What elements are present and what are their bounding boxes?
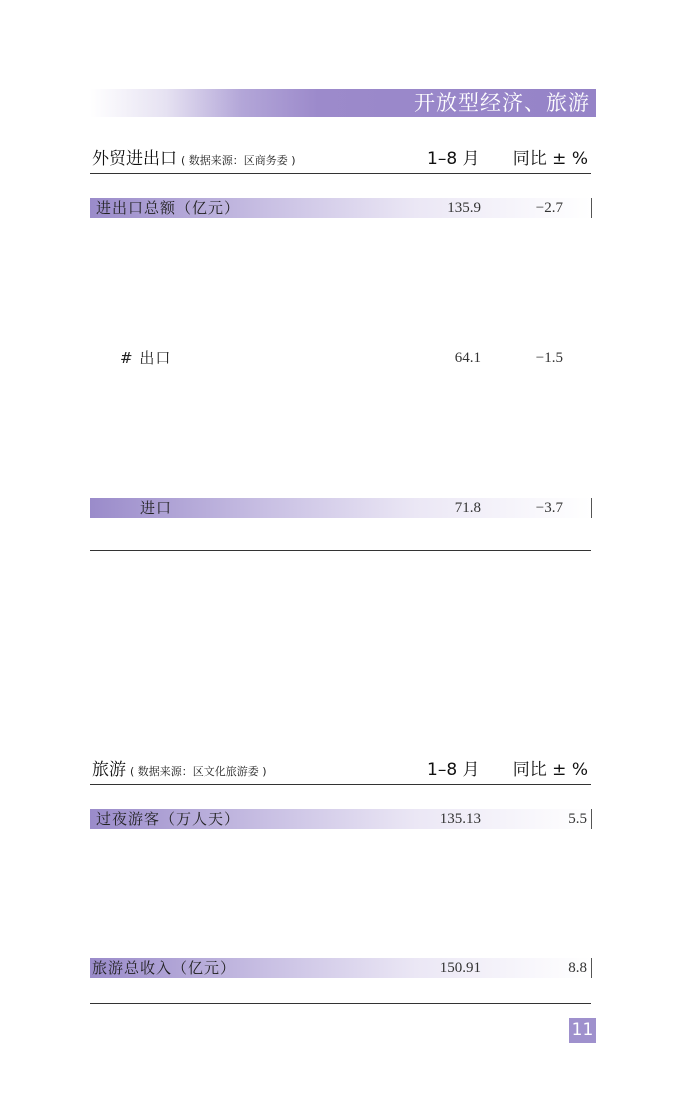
row-yoy: 5.5	[568, 811, 587, 827]
section-divider	[90, 1003, 591, 1004]
tourism-title-text: 旅游	[92, 760, 126, 780]
tourism-header	[90, 758, 591, 785]
section-divider	[90, 550, 591, 551]
table-row	[90, 498, 592, 518]
row-yoy: −2.7	[535, 200, 563, 216]
tourism-title	[92, 755, 267, 780]
row-label: 进出口总额（亿元）	[96, 199, 241, 217]
row-value: 135.9	[447, 200, 481, 216]
row-label: # 出口	[120, 349, 172, 367]
foreign-trade-yoy-header: 同比 ± %	[512, 149, 588, 169]
tourism-source: ( 数据来源：区文化旅游委 )	[130, 765, 267, 778]
row-value: 135.13	[439, 811, 481, 827]
foreign-trade-header	[90, 147, 591, 174]
row-yoy: 8.8	[568, 960, 587, 976]
foreign-trade-title-text: 外贸进出口	[92, 149, 177, 169]
row-label: 旅游总收入（亿元）	[92, 959, 237, 977]
row-label: 进口	[140, 499, 173, 517]
foreign-trade-source: ( 数据来源：区商务委 )	[181, 154, 296, 167]
foreign-trade-period-header: 1–8 月	[427, 149, 480, 169]
table-row	[90, 198, 592, 218]
foreign-trade-title	[92, 144, 296, 169]
tourism-yoy-header: 同比 ± %	[512, 760, 588, 780]
row-value: 71.8	[454, 500, 481, 516]
page-number: 11	[569, 1018, 596, 1043]
section-banner	[90, 89, 596, 117]
row-yoy: −3.7	[535, 500, 563, 516]
row-label: 过夜游客（万人天）	[96, 810, 241, 828]
table-row	[90, 348, 591, 368]
row-value: 150.91	[439, 960, 481, 976]
banner-title: 开放型经济、旅游	[414, 91, 590, 115]
row-value: 64.1	[454, 350, 481, 366]
tourism-period-header: 1–8 月	[427, 760, 480, 780]
table-row	[90, 958, 592, 978]
table-row	[90, 809, 592, 829]
row-yoy: −1.5	[535, 350, 563, 366]
